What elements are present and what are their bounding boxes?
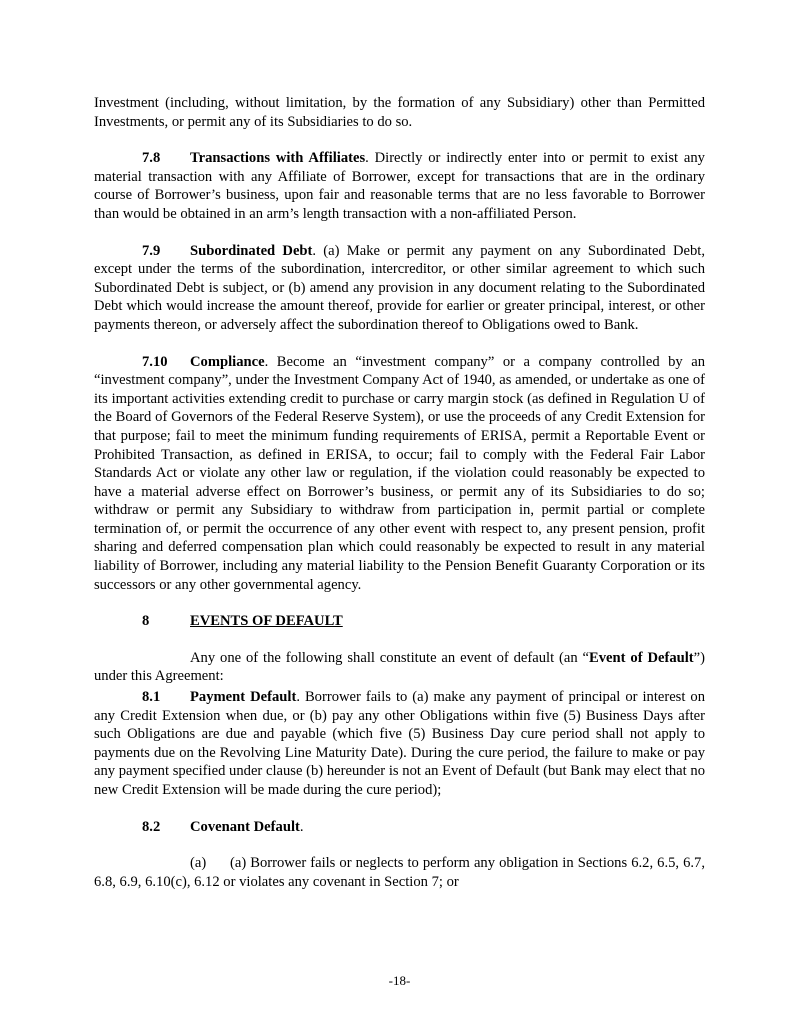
section-7-8 <box>94 149 705 223</box>
defined-term: Event of Default <box>589 649 694 666</box>
subsection-label: (a) <box>190 855 207 872</box>
section-number: 7.10 <box>142 353 168 370</box>
section-number: 7.8 <box>142 150 161 167</box>
events-intro-before: Any one of the following shall constitute an event of default (an “ <box>190 649 590 666</box>
section-8-2 <box>94 818 705 837</box>
section-body: . Borrower fails to (a) make any payment of principal or interest on any Credit Extension when due, or (b) pay any other Obligations within five (5) Business Days after such Obligations are due and payable (which five (5) Business Day cure period shall not apply to payments due on the Revolving Line Maturity Date). During the cure period, the failure to make or pay any payment specified under clause (b) hereunder is not an Event of Default (but Bank may elect that no new Credit Extension will be made during the cure period); <box>94 689 705 798</box>
page-number: -18- <box>388 973 411 988</box>
section-8-1 <box>94 688 705 800</box>
section-7-10 <box>94 353 705 595</box>
section-number: 8.1 <box>142 689 161 706</box>
section-title: Payment Default <box>190 689 297 706</box>
section-number: 7.9 <box>142 242 161 259</box>
section-title: Subordinated Debt <box>190 242 313 259</box>
subsection-body: (a) Borrower fails or neglects to perform any obligation in Sections 6.2, 6.5, 6.7, 6.8, 6.9, 6.10(c), 6.12 or violates any covenant in Section 7; or <box>94 855 705 890</box>
section-8-heading <box>94 612 705 631</box>
intro-paragraph <box>94 94 705 131</box>
section-body: . (a) Make or permit any payment on any Subordinated Debt, except under the terms of the subordination, intercreditor, or other similar agreement to which such Subordinated Debt is subject, or (b) amend any provision in any document relating to the Subordinated Debt which would increase the amount thereof, provide for earlier or greater principal, interest, or other payments thereon, or adversely affect the subordination thereof to Obligations owed to Bank. <box>94 242 705 333</box>
section-8-2-a <box>94 854 705 891</box>
section-title: Compliance <box>190 353 265 370</box>
section-title: EVENTS OF DEFAULT <box>190 613 343 630</box>
section-body: . Become an “investment company” or a company controlled by an “investment company”, under the Investment Company Act of 1940, as amended, or undertake as one of its important activities extending credit to purchase or carry margin stock (as defined in Regulation U of the Board of Governors of the Federal Reserve System), or use the proceeds of any Credit Extension for that purpose; fail to meet the minimum funding requirements of ERISA, permit a Reportable Event or Prohibited Transaction, as defined in ERISA, to occur; fail to comply with the Federal Fair Labor Standards Act or violate any other law or regulation, if the violation could reasonably be expected to have a material adverse effect on Borrower’s business, or permit any of its Subsidiaries to do so; withdraw or permit any Subsidiary to withdraw from participation in, permit partial or complete termination of, or permit the occurrence of any other event with respect to, any present pension, profit sharing and deferred compensation plan which could reasonably be expected to result in any material liability of Borrower, including any material liability to the Pension Benefit Guaranty Corporation or its successors or any other governmental agency. <box>94 353 705 593</box>
section-7-9 <box>94 242 705 335</box>
section-body: . Directly or indirectly enter into or permit to exist any material transaction with any Affiliate of Borrower, except for transactions that are in the ordinary course of Borrower’s business, upon fair and reasonable terms that are no less favorable to Borrower than would be obtained in an arm’s length transaction with a non-affiliated Person. <box>94 150 705 222</box>
events-intro-after: ”) under this Agreement: <box>94 649 705 685</box>
events-intro-paragraph <box>94 649 705 686</box>
section-body: . <box>299 818 304 835</box>
section-number: 8.2 <box>142 818 161 835</box>
section-title: Transactions with Affiliates <box>190 150 366 167</box>
intro-text: Investment (including, without limitation, by the formation of any Subsidiary) other than Permitted Investments, or permit any of its Subsidiaries to do so. <box>94 95 705 130</box>
section-number: 8 <box>142 613 150 630</box>
section-title: Covenant Default <box>190 818 300 835</box>
